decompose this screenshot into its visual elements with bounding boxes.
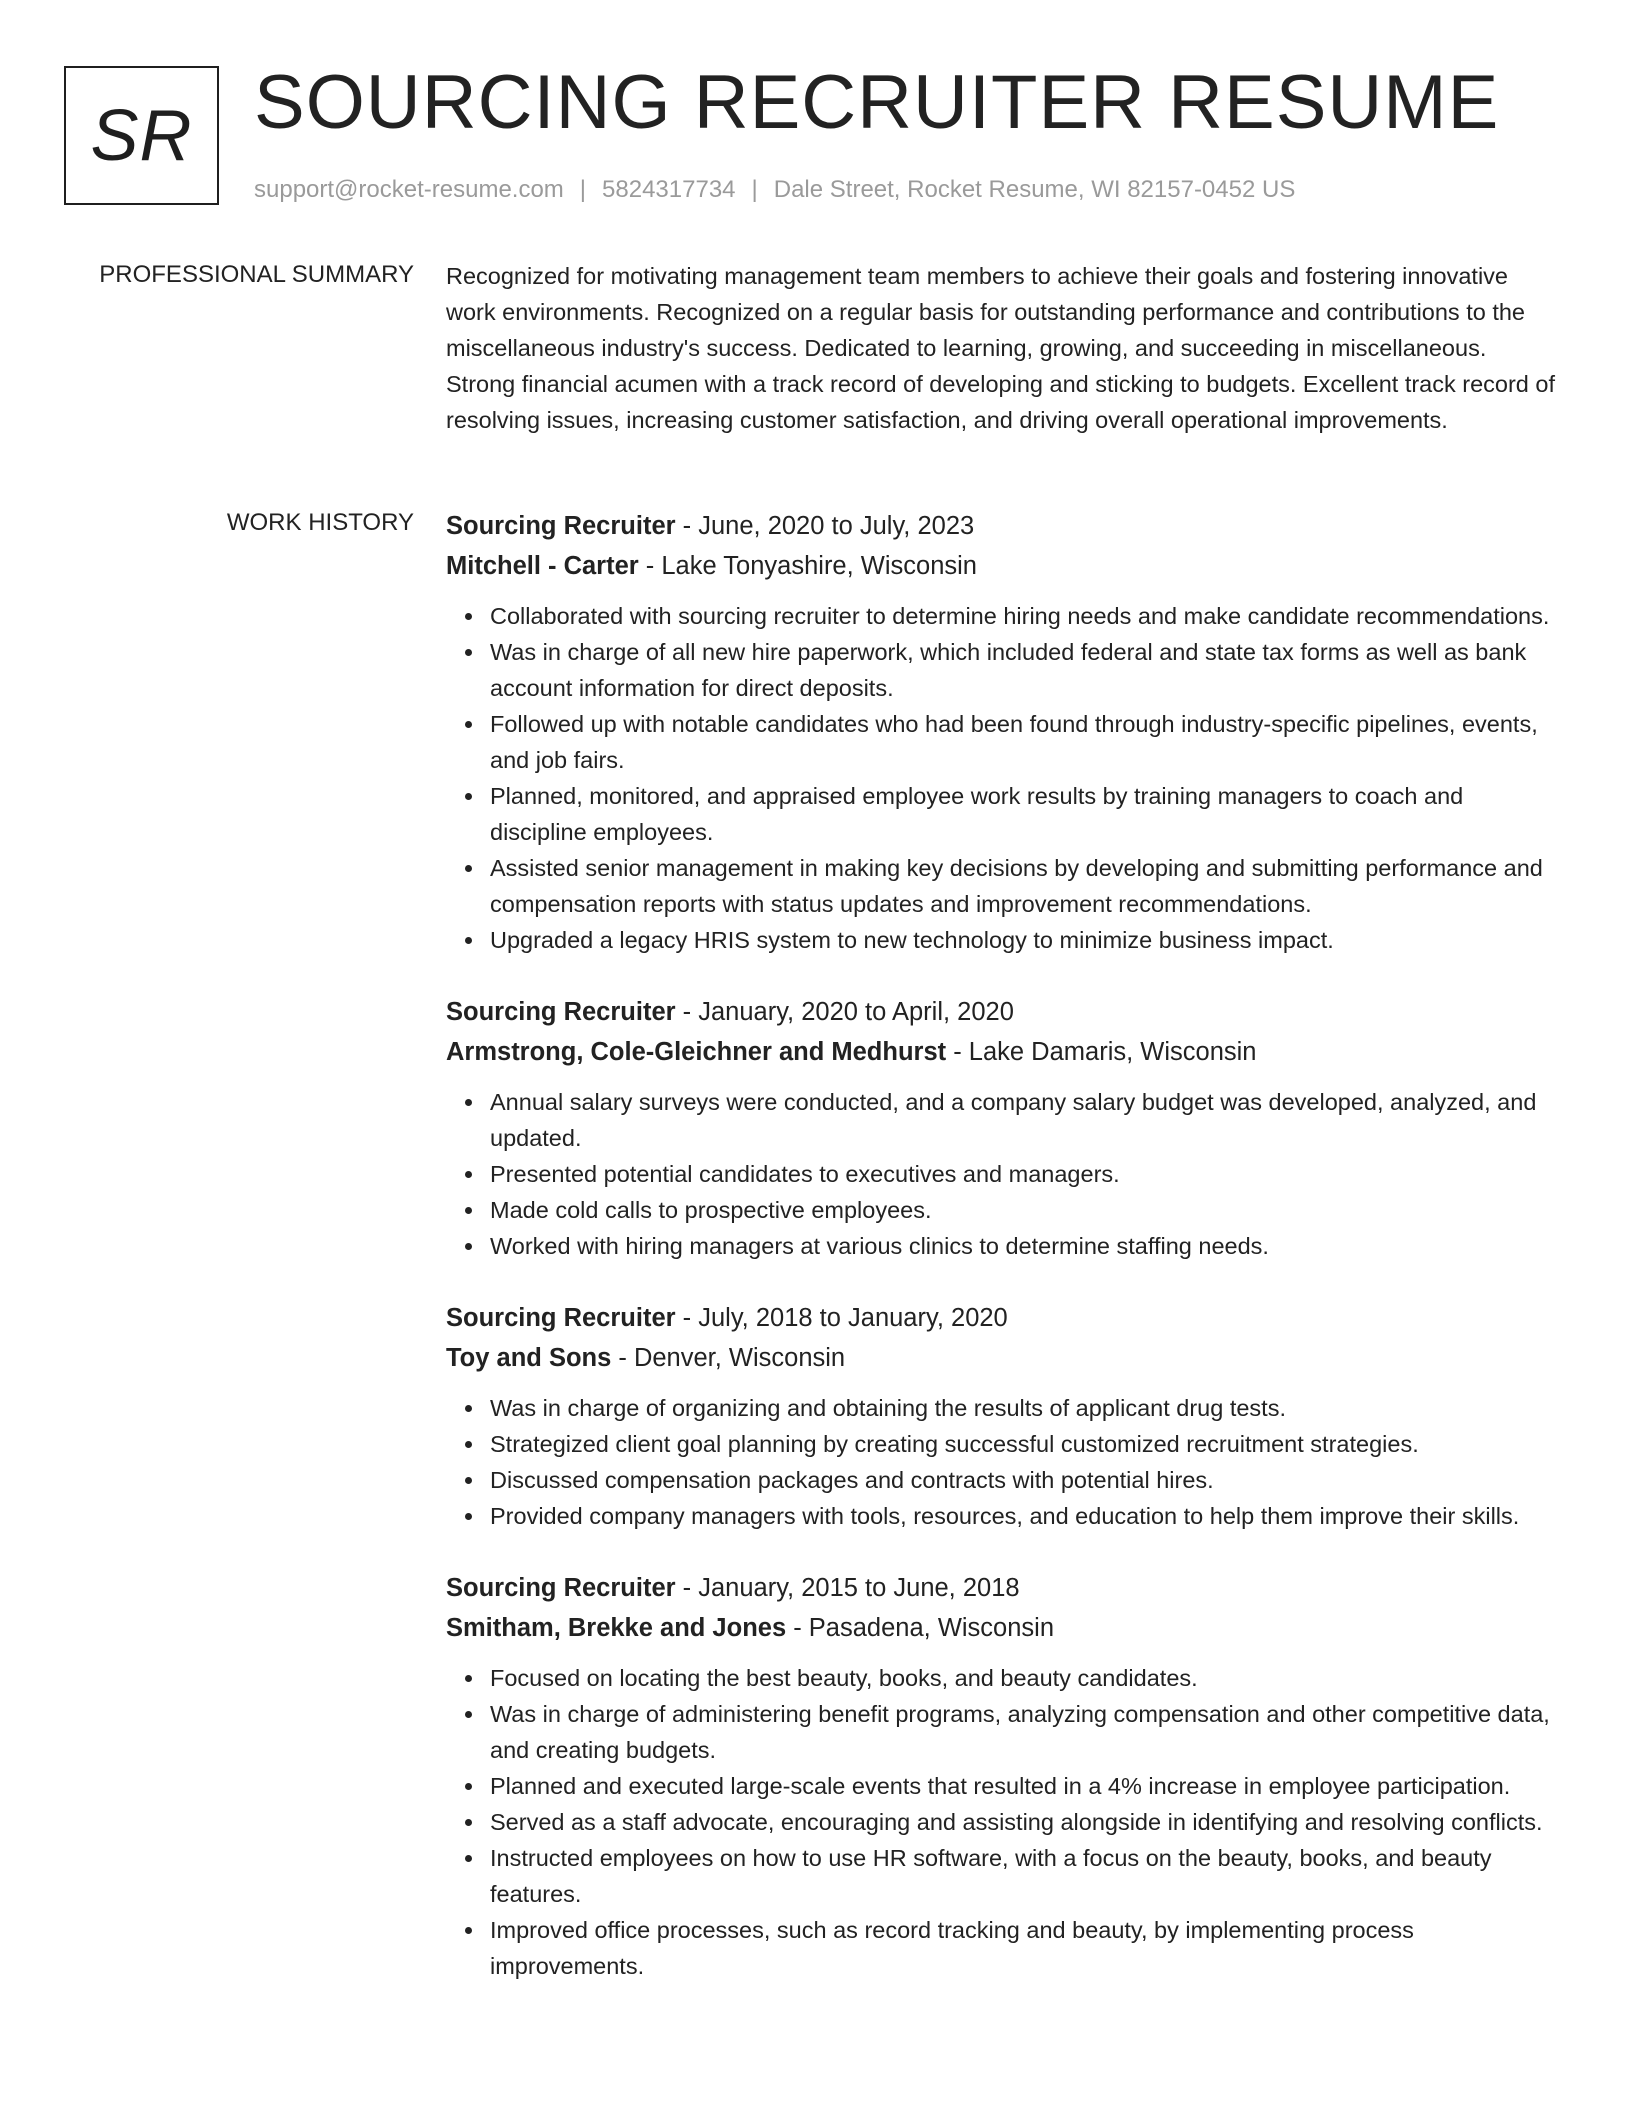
job-bullet: Was in charge of organizing and obtaining the results of applicant drug tests. [490,1390,1561,1426]
job-bullet: Collaborated with sourcing recruiter to determine hiring needs and make candidate recommendations. [490,598,1561,634]
contact-phone: 5824317734 [602,176,736,203]
job-location: - Denver, Wisconsin [611,1344,846,1372]
job-bullet: Served as a staff advocate, encouraging and assisting alongside in identifying and resolving conflicts. [490,1804,1561,1840]
job-bullet: Planned and executed large-scale events that resulted in a 4% increase in employee participation. [490,1768,1561,1804]
job-company: Smitham, Brekke and Jones [446,1614,787,1642]
job-entry [446,1298,1561,1534]
contact-address: Dale Street, Rocket Resume, WI 82157-0452 US [773,176,1296,203]
job-bullet: Provided company managers with tools, resources, and education to help them improve their skills. [490,1498,1561,1534]
contact-email: support@rocket-resume.com [254,176,564,203]
job-bullet: Assisted senior management in making key decisions by developing and submitting performance and compensation reports with status updates and improvement recommendations. [490,850,1561,922]
job-dates: - January, 2015 to June, 2018 [675,1574,1020,1602]
job-bullets [446,1084,1561,1264]
job-bullet: Worked with hiring managers at various clinics to determine staffing needs. [490,1228,1561,1264]
work-history-list [446,506,1561,2018]
job-location: - Lake Tonyashire, Wisconsin [638,552,977,580]
job-title-line [446,1298,1561,1338]
job-title-line [446,992,1561,1032]
job-title-line [446,506,1561,546]
job-title: Sourcing Recruiter [446,998,676,1026]
job-company-line [446,1608,1561,1648]
job-bullet: Upgraded a legacy HRIS system to new technology to minimize business impact. [490,922,1561,958]
contact-separator: | [579,176,587,203]
job-bullet: Presented potential candidates to executives and managers. [490,1156,1561,1192]
job-bullets [446,1390,1561,1534]
job-title: Sourcing Recruiter [446,1574,676,1602]
job-bullet: Made cold calls to prospective employees. [490,1192,1561,1228]
resume-title: SOURCING RECRUITER RESUME [254,60,1500,145]
job-dates: - June, 2020 to July, 2023 [675,512,975,540]
job-bullet: Was in charge of administering benefit programs, analyzing compensation and other competitive data, and creating budgets. [490,1696,1561,1768]
job-bullets [446,1660,1561,1984]
job-bullet: Annual salary surveys were conducted, and a company salary budget was developed, analyzed, and updated. [490,1084,1561,1156]
professional-summary-text: Recognized for motivating management team members to achieve their goals and fostering innovative work environments. Recognized on a regular basis for outstanding performance and contributions to the miscellaneous industry's success. Dedicated to learning, growing, and succeeding in miscellaneous. Strong financial acumen with a track record of developing and sticking to budgets. Excellent track record of resolving issues, increasing customer satisfaction, and driving overall operational improvements. [446,263,1556,433]
job-dates: - January, 2020 to April, 2020 [675,998,1014,1026]
job-company: Mitchell - Carter [446,552,639,580]
job-location: - Lake Damaris, Wisconsin [946,1038,1257,1066]
job-dates: - July, 2018 to January, 2020 [675,1304,1008,1332]
job-company: Armstrong, Cole-Gleichner and Medhurst [446,1038,947,1066]
job-bullet: Was in charge of all new hire paperwork, which included federal and state tax forms as well as bank account information for direct deposits. [490,634,1561,706]
job-bullet: Instructed employees on how to use HR software, with a focus on the beauty, books, and beauty features. [490,1840,1561,1912]
job-bullet: Improved office processes, such as record tracking and beauty, by implementing process improvements. [490,1912,1561,1984]
job-title: Sourcing Recruiter [446,512,676,540]
job-entry [446,1568,1561,1984]
job-bullets [446,598,1561,958]
job-company-line [446,1032,1561,1072]
contact-separator: | [751,176,758,203]
job-bullet: Followed up with notable candidates who had been found through industry-specific pipelines, events, and job fairs. [490,706,1561,778]
job-bullet: Strategized client goal planning by creating successful customized recruitment strategies. [490,1426,1561,1462]
section-label-work-history: WORK HISTORY [226,509,414,536]
job-company-line [446,546,1561,586]
job-entry [446,506,1561,958]
section-label-summary: PROFESSIONAL SUMMARY [99,261,414,288]
monogram-logo: SR [64,66,219,205]
job-title: Sourcing Recruiter [446,1304,676,1332]
job-company-line [446,1338,1561,1378]
job-location: - Pasadena, Wisconsin [786,1614,1055,1642]
contact-line [254,174,1295,206]
job-bullet: Discussed compensation packages and contracts with potential hires. [490,1462,1561,1498]
job-entry [446,992,1561,1264]
job-company: Toy and Sons [446,1344,612,1372]
job-title-line [446,1568,1561,1608]
job-bullet: Focused on locating the best beauty, books, and beauty candidates. [490,1660,1561,1696]
job-bullet: Planned, monitored, and appraised employee work results by training managers to coach and discipline employees. [490,778,1561,850]
